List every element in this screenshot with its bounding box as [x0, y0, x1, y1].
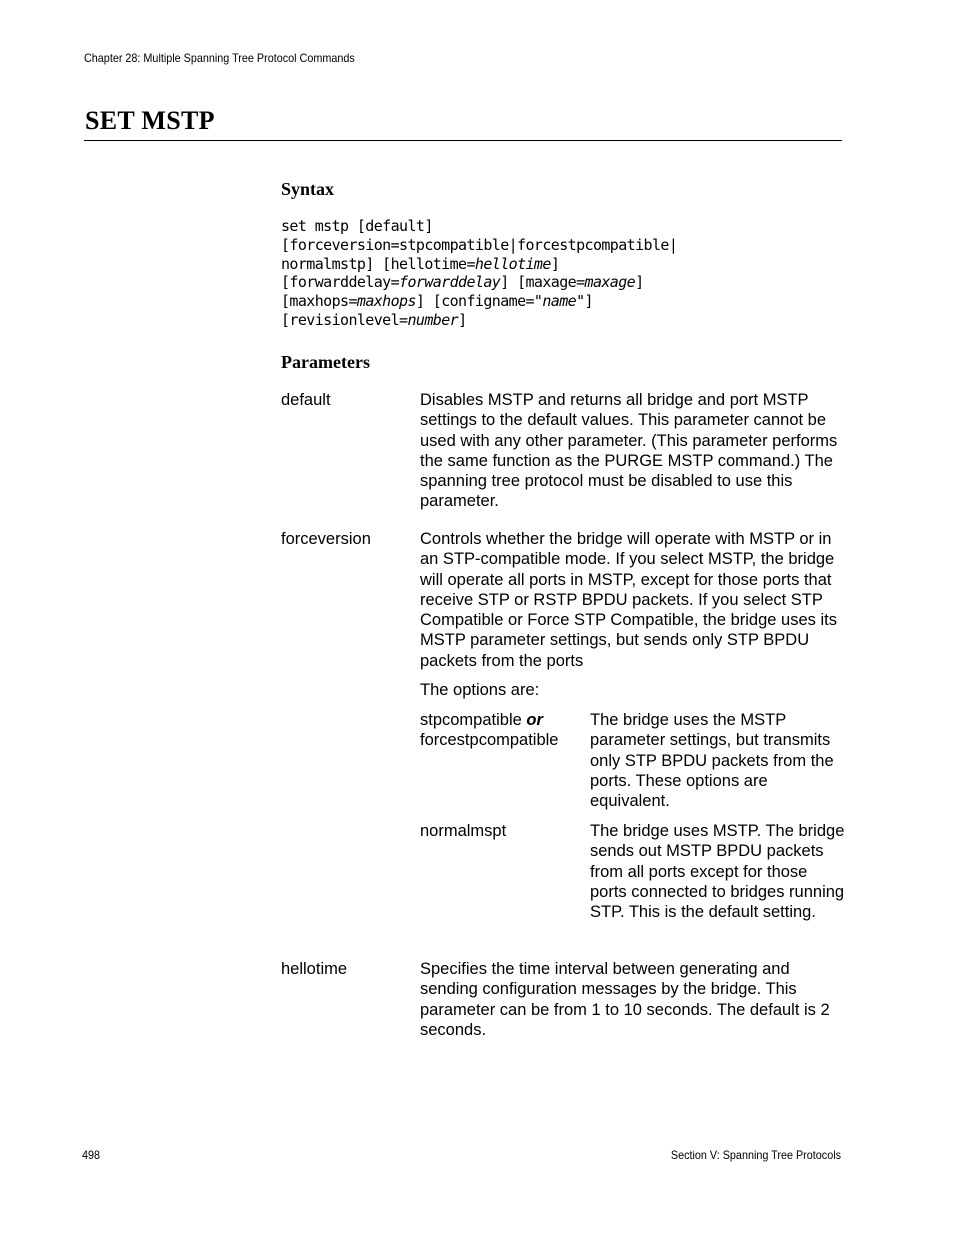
syntax-code-block	[281, 217, 677, 330]
syntax-text: ] [maxage=	[500, 273, 585, 292]
section-footer: Section V: Spanning Tree Protocols	[670, 1148, 841, 1162]
syntax-placeholder: number	[407, 310, 459, 329]
option-connector: or	[526, 711, 543, 729]
option-desc-stpcompatible: The bridge uses the MSTP parameter settings, but transmits only STP BPDU packets from the ports. These options are equivalent.	[590, 711, 834, 811]
param-desc-default: Disables MSTP and returns all bridge and port MSTP settings to the default values. This parameter cannot be used with any other parameter. (This parameter performs the same function as the PURGE MSTP command.) The spanning tree protocol must be disabled to use this parameter.	[420, 391, 838, 511]
syntax-placeholder: hellotime	[474, 254, 551, 273]
syntax-placeholder: name	[542, 292, 577, 311]
running-header: Chapter 28: Multiple Spanning Tree Protocol Commands	[84, 51, 355, 65]
option-desc-normalmspt: The bridge uses MSTP. The bridge sends out MSTP BPDU packets from all ports except for those ports connected to bridges running STP. This is the default setting.	[590, 822, 845, 922]
syntax-placeholder: maxage	[584, 273, 636, 292]
syntax-text: [forceversion=stpcompatible|forcestpcompatible|	[281, 235, 678, 254]
option-name-b: forcestpcompatible	[420, 731, 559, 750]
syntax-line	[281, 292, 677, 311]
syntax-placeholder: forwarddelay	[399, 273, 501, 292]
syntax-text: ]	[550, 254, 560, 273]
parameters-heading: Parameters	[281, 352, 370, 372]
option-name-stpcompatible	[420, 710, 559, 751]
param-name-default: default	[281, 391, 331, 409]
syntax-heading: Syntax	[281, 179, 335, 199]
syntax-line	[281, 236, 677, 255]
page-number: 498	[82, 1148, 101, 1162]
page-title: SET MSTP	[85, 106, 215, 135]
syntax-text: set mstp [default]	[281, 217, 433, 235]
syntax-text: [forwarddelay=	[281, 273, 400, 292]
syntax-text: [revisionlevel=	[281, 310, 408, 329]
options-intro: The options are:	[420, 681, 540, 699]
option-name-normalmspt: normalmspt	[420, 822, 507, 840]
param-name-hellotime: hellotime	[281, 960, 348, 978]
syntax-text: ]	[635, 273, 644, 292]
syntax-line	[281, 311, 677, 330]
syntax-text: ] [configname="	[415, 292, 543, 311]
syntax-text: "]	[576, 292, 593, 311]
param-name-forceversion: forceversion	[281, 530, 371, 548]
syntax-placeholder: maxhops	[356, 292, 416, 311]
syntax-text: ]	[458, 310, 467, 329]
syntax-line	[281, 273, 677, 292]
title-rule	[84, 140, 842, 141]
param-desc-forceversion: Controls whether the bridge will operate with MSTP or in an STP-compatible mode. If you select MSTP, the bridge will operate all ports in MSTP, except for those ports that receive STP or RSTP BPDU packets. If you select STP Compatible or Force STP Compatible, the bridge uses its MSTP parameter settings, but sends only STP BPDU packets from the ports	[420, 530, 837, 670]
syntax-line	[281, 255, 677, 274]
syntax-line	[281, 217, 677, 236]
option-name-a: stpcompatible	[420, 711, 522, 729]
syntax-text: normalmstp] [hellotime=	[281, 254, 475, 273]
syntax-text: [maxhops=	[281, 292, 357, 311]
param-desc-hellotime: Specifies the time interval between generating and sending configuration messages by the bridge. This parameter can be from 1 to 10 seconds. The default is 2 seconds.	[420, 960, 830, 1039]
